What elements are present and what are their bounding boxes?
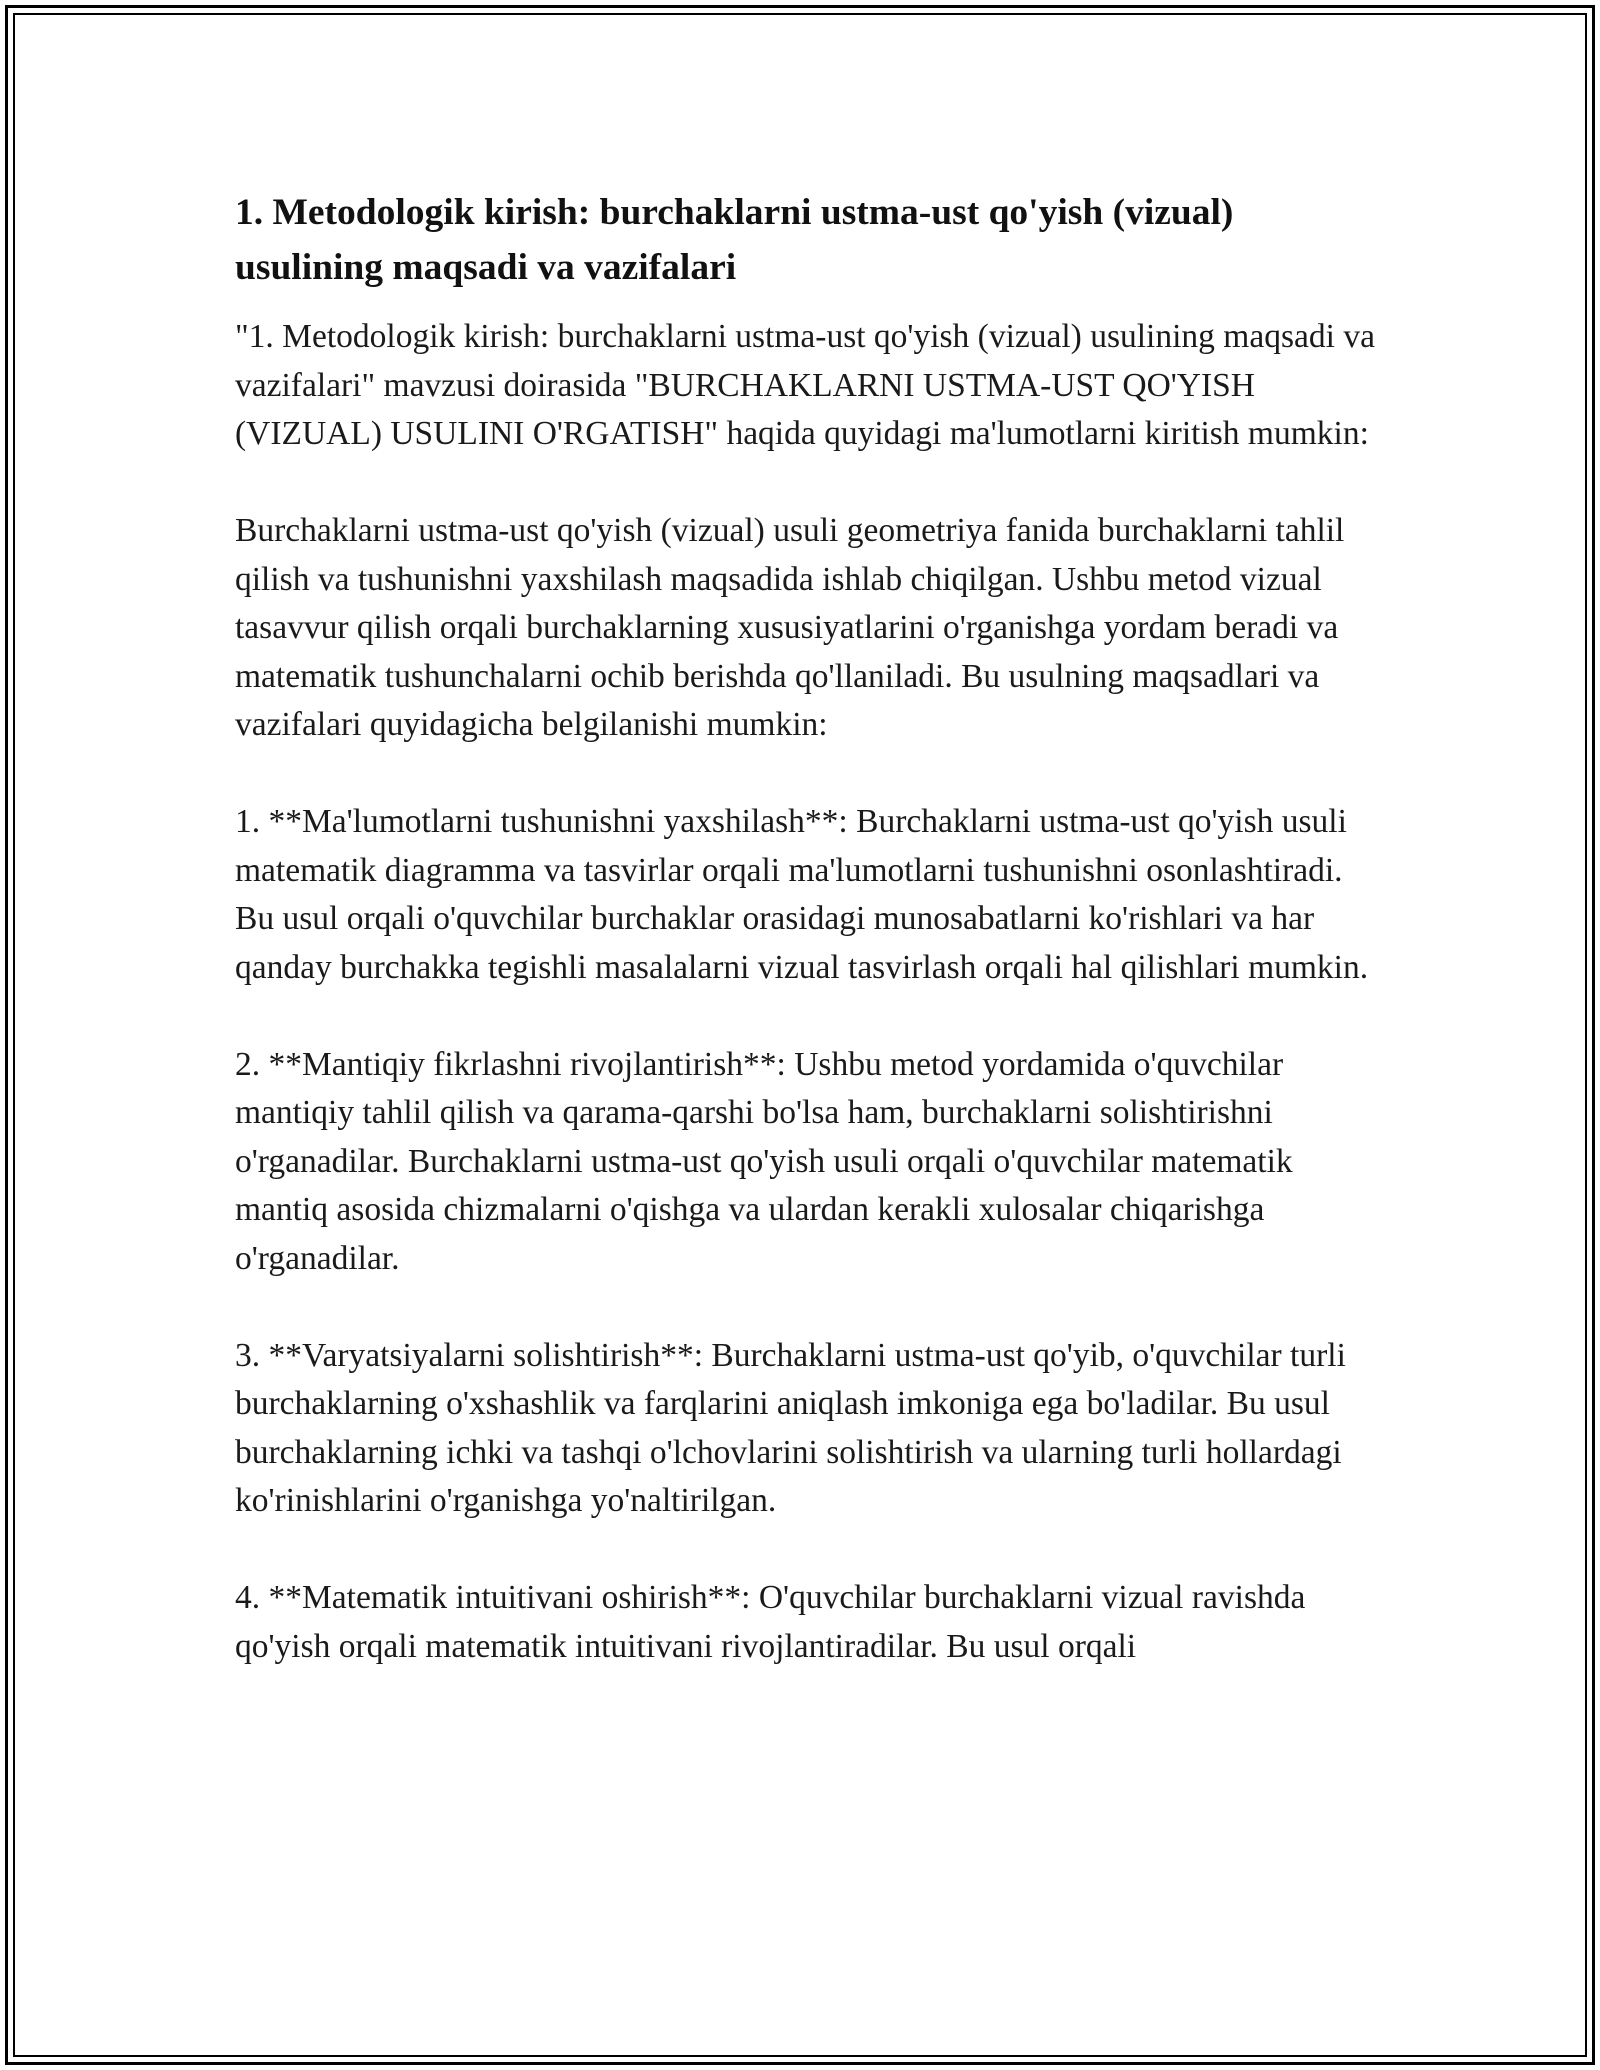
method-description-paragraph: Burchaklarni ustma-ust qo'yish (vizual) usuli geometriya fanida burchaklarni tahlil qilish va tushunishni yaxshilash maqsadida ishlab chiqilgan. Ushbu metod vizual tasavvur qilish orqali burchaklarning xususiyatlarini o'rganishga yordam beradi va matematik tushunchalarni ochib berishda qo'llaniladi. Bu usulning maqsadlari va vazifalari quyidagicha belgilanishi mumkin: <box>235 512 1345 743</box>
list-item-1: 1. **Ma'lumotlarni tushunishni yaxshilash**: Burchaklarni ustma-ust qo'yish usuli matematik diagramma va tasvirlar orqali ma'lumotlarni tushunishni osonlashtiradi. Bu usul orqali o'quvchilar burchaklar orasidagi munosabatlarni ko'rishlari va har qanday burchakka tegishli masalalarni vizual tasvirlash orqali hal qilishlari mumkin. <box>235 803 1369 986</box>
list-item-2: 2. **Mantiqiy fikrlashni rivojlantirish**: Ushbu metod yordamida o'quvchilar mantiqiy tahlil qilish va qarama-qarshi bo'lsa ham, burchaklarni solishtirishni o'rganadilar. Burchaklarni ustma-ust qo'yish usuli orqali o'quvchilar matematik mantiq asosida chizmalarni o'qishga va ulardan kerakli xulosalar chiqarishga o'rganadilar. <box>235 1045 1293 1277</box>
section-heading: 1. Metodologik kirish: burchaklarni ustma-ust qo'yish (vizual) usulining maqsadi va vazifalari <box>235 192 1234 288</box>
list-item-3: 3. **Varyatsiyalarni solishtirish**: Burchaklarni ustma-ust qo'yib, o'quvchilar turli burchaklarning o'xshashlik va farqlarini aniqlash imkoniga ega bo'ladilar. Bu usul burchaklarning ichki va tashqi o'lchovlarini solishtirish va ularning turli hollardagi ko'rinishlarini o'rganishga yo'naltirilgan. <box>235 1336 1346 1519</box>
intro-paragraph: "1. Metodologik kirish: burchaklarni ustma-ust qo'yish (vizual) usulining maqsadi va vazifalari" mavzusi doirasida "BURCHAKLARNI USTMA-UST QO'YISH (VIZUAL) USULINI O'RGATISH" haqida quyidagi ma'lumotlarni kiritish mumkin: <box>235 318 1375 452</box>
document-body <box>235 185 1375 1671</box>
list-item-4: 4. **Matematik intuitivani oshirish**: O'quvchilar burchaklarni vizual ravishda qo'yish orqali matematik intuitivani rivojlantiradilar. Bu usul orqali <box>235 1579 1306 1665</box>
